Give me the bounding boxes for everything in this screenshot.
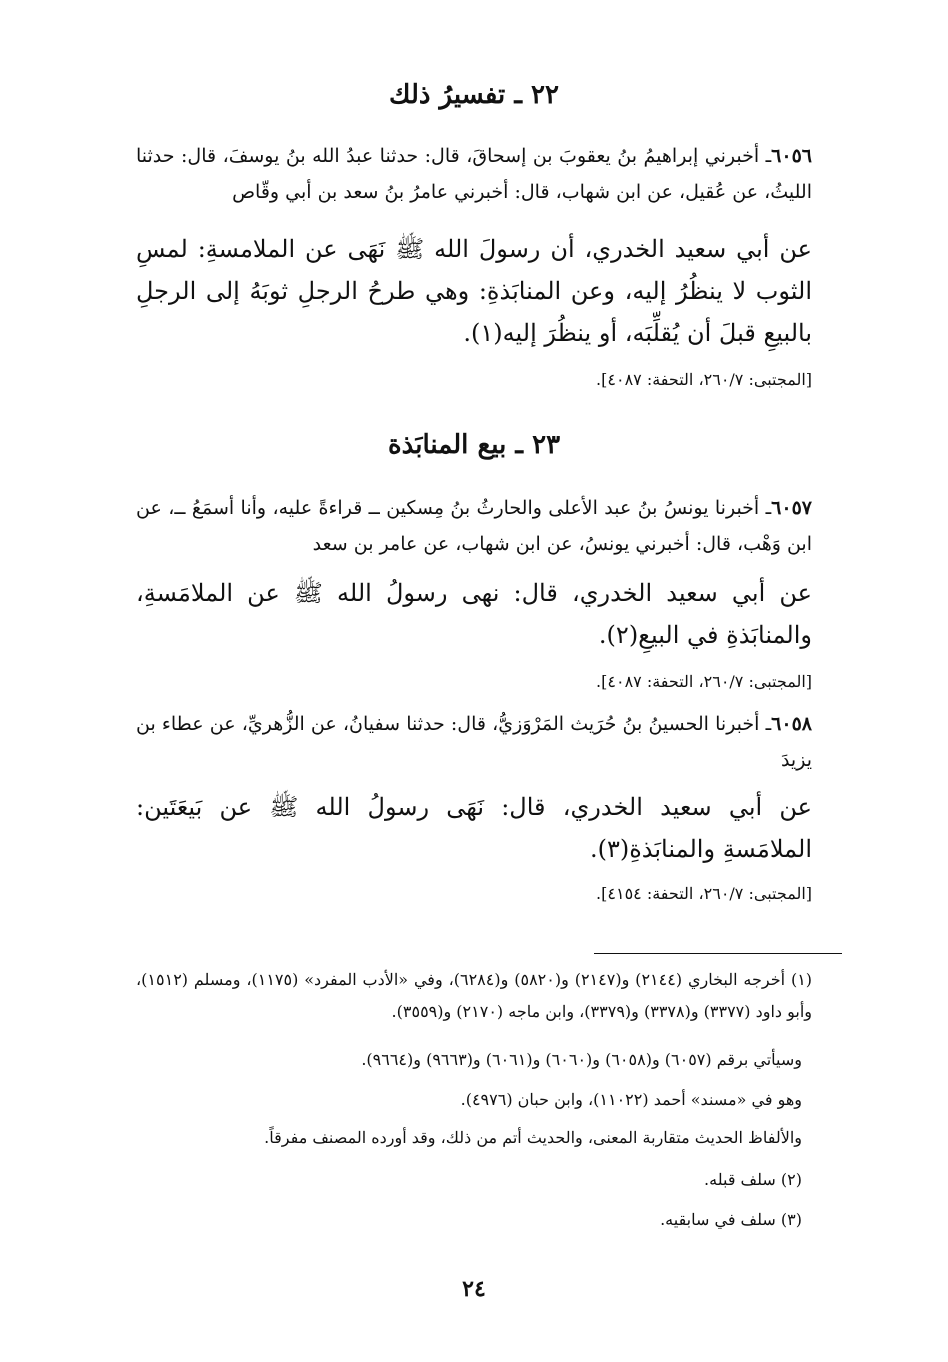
isnad-text: ـ أخبرنا يونسُ بنُ عبد الأعلى والحارثُ بنُ مِسكين ــ قراءةً عليه، وأنا أسمَعُ ــ، عن ابن وَهْب، قال: أخبرني يونسُ، عن ابن شهاب، عن عامر بن سعد — [136, 497, 812, 555]
hadith-6057-isnad — [136, 490, 812, 562]
section-heading-23: ٢٣ ـ بيع المنابَذة — [387, 430, 561, 460]
footnote-1-continued-c: والألفاظ الحديث متقاربة المعنى، والحديث أتم من ذلك، وقد أورده المصنف مفرقاً. — [264, 1128, 802, 1147]
footnote-1-continued-a: وسيأتي برقم (٦٠٥٧) و(٦٠٥٨) و(٦٠٦٠) و(٦٠٦١) و(٩٦٦٣) و(٩٦٦٤). — [361, 1050, 802, 1069]
hadith-6058-matn: عن أبي سعيد الخدري، قال: نَهَى رسولُ الله ﷺ عن بَيعَتَين: الملامَسةِ والمنابَذةِ(٣). — [136, 793, 812, 863]
isnad-text: ـ أخبرني إبراهيمُ بنُ يعقوبَ بن إسحاقَ، قال: حدثنا عبدُ الله بنُ يوسفَ، قال: حدثنا الليثُ، عن عُقيل، عن ابن شهاب، قال: أخبرني عامرُ بنُ سعد بن أبي وقّاص — [136, 145, 812, 203]
hadith-6056-matn: عن أبي سعيد الخدري، أن رسولَ الله ﷺ نَهَى عن الملامسةِ: لمسِ الثوب لا ينظُرُ إليه، وعن المنابَذةِ: وهي طرحُ الرجلِ ثوبَهُ إلى الرجلِ بالبيعِ قبلَ أن يُقلِّبَه، أو ينظُرَ إليه(١). — [136, 235, 812, 347]
isnad-text: ـ أخبرنا الحسينُ بنُ حُرَيث المَرْوَزيُّ، قال: حدثنا سفيانُ، عن الزُّهريِّ، عن عطاء بن يزيدَ — [136, 713, 812, 771]
hadith-number: ٦٠٥٨ — [771, 713, 812, 735]
hadith-6057-reference: [المجتبى: ٢٦٠/٧، التحفة: ٤٠٨٧]. — [596, 672, 812, 691]
hadith-6056-isnad — [136, 138, 812, 210]
hadith-6058-reference: [المجتبى: ٢٦٠/٧، التحفة: ٤١٥٤]. — [596, 884, 812, 903]
hadith-6056-reference: [المجتبى: ٢٦٠/٧، التحفة: ٤٠٨٧]. — [596, 370, 812, 389]
footnote-3: (٣) سلف في سابقيه. — [660, 1210, 802, 1229]
footnote-2: (٢) سلف قبله. — [704, 1170, 802, 1189]
hadith-number: ٦٠٥٧ — [771, 497, 812, 519]
footnote-separator — [594, 953, 842, 954]
hadith-number: ٦٠٥٦ — [771, 145, 812, 167]
page-number: ٢٤ — [462, 1276, 486, 1302]
footnote-1-continued-b: وهو في «مسند» أحمد (١١٠٢٢)، وابن حبان (٤٩٧٦). — [460, 1090, 802, 1109]
section-heading-22: ٢٢ ـ تفسيرُ ذلك — [389, 80, 559, 110]
hadith-6057-matn: عن أبي سعيد الخدري، قال: نهى رسولُ الله ﷺ عن الملامَسةِ، والمنابَذةِ في البيعِ(٢). — [136, 579, 812, 649]
hadith-6058-isnad — [136, 706, 812, 778]
footnote-1: (١) أخرجه البخاري (٢١٤٤) و(٢١٤٧) و(٥٨٢٠) و(٦٢٨٤)، وفي «الأدب المفرد» (١١٧٥)، ومسلم (١٥١٢)، وأبو داود (٣٣٧٧) و(٣٣٧٨) و(٣٣٧٩)، وابن ماجه (٢١٧٠) و(٣٥٥٩). — [136, 970, 813, 1021]
